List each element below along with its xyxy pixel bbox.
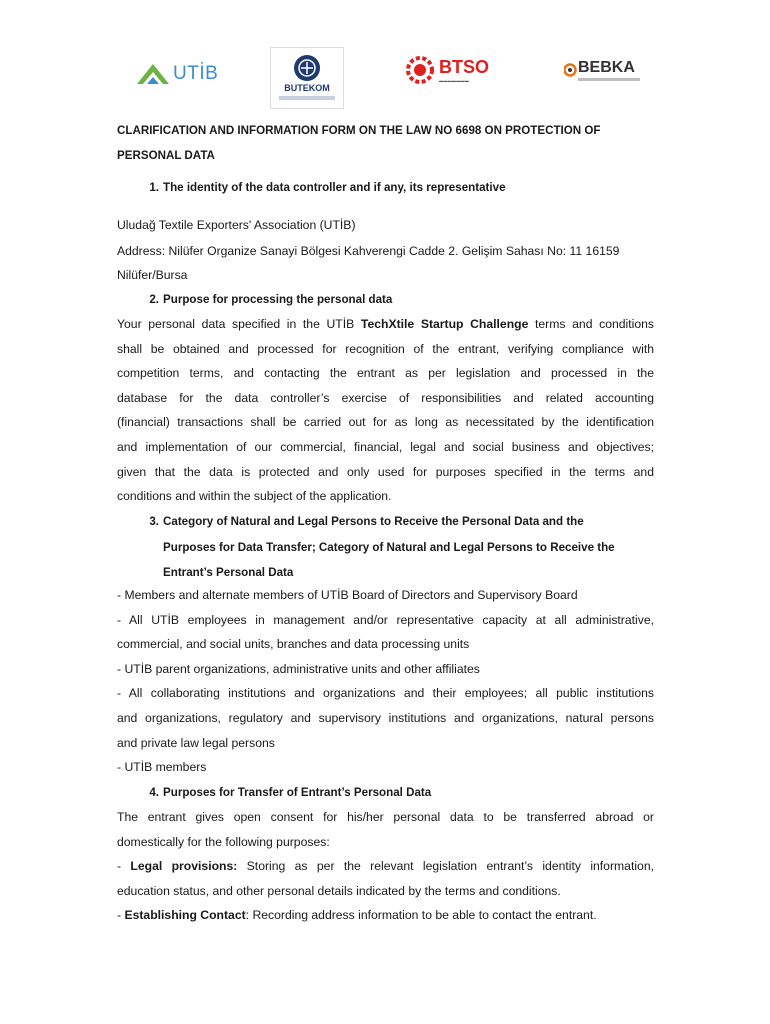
address-line-2: Nilüfer/Bursa (117, 268, 188, 283)
recipient-item-4-line-1: - All collaborating institutions and organizations and their employees; all public institutions (117, 686, 654, 701)
legal-provisions-line-1 (117, 854, 654, 879)
legal-provisions-dash: - (117, 859, 131, 874)
section-4-number: 4. (149, 786, 159, 799)
section-2-number: 2. (149, 293, 159, 306)
bebka-logo-text: BEBKA (578, 59, 635, 76)
section-2-heading-text: Purpose for processing the personal data (163, 293, 393, 306)
butekom-tagline (279, 96, 335, 100)
legal-provisions-text: Storing as per the relevant legislation entrant’s identity information, (237, 859, 654, 874)
btso-tagline: ▬▬▬▬▬▬▬ (439, 78, 470, 83)
section-4-body (117, 805, 654, 928)
section-1-heading (149, 175, 506, 200)
recipient-item-2-line-2: commercial, and social units, branches and data processing units (117, 637, 470, 652)
recipient-item-1: - Members and alternate members of UTİB Board of Directors and Supervisory Board (117, 588, 578, 602)
section-2-line-1 (117, 312, 654, 337)
section-2-line-4: database for the data controller’s exercise of responsibilities and related accounting (117, 390, 654, 405)
legal-provisions-label: Legal provisions: (130, 859, 238, 874)
section-2-line-1-end: terms and conditions (528, 317, 654, 331)
section-2-line-5: (financial) transactions shall be carried out for as long as necessitated by the identification (117, 415, 654, 430)
data-controller-name: Uludağ Textile Exporters' Association (UTİB) (117, 218, 356, 232)
utib-mountain-icon (135, 60, 171, 88)
section-2-line-3: competition terms, and contacting the entrant as per legislation and processed in the (117, 366, 654, 381)
bebka-logo (564, 58, 646, 86)
title-line-2: PERSONAL DATA (117, 149, 215, 162)
establishing-contact-label: Establishing Contact (124, 908, 246, 923)
section-4-heading (149, 780, 432, 805)
section-4-intro-line-1: The entrant gives open consent for his/her personal data to be transferred abroad or (117, 810, 654, 824)
section-2-body (117, 312, 654, 509)
recipient-item-2-line-1: - All UTİB employees in management and/or representative capacity at all administrative, (117, 612, 654, 627)
btso-gear-icon (405, 55, 435, 85)
section-2-line-2: shall be obtained and processed for recognition of the entrant, verifying compliance with (117, 341, 654, 356)
utib-logo (135, 58, 225, 90)
section-1-body (117, 213, 654, 288)
section-1-number: 1. (149, 181, 159, 194)
challenge-name: TechXtile Startup Challenge (360, 317, 529, 331)
section-3-body (117, 583, 654, 780)
butekom-emblem-icon (293, 54, 321, 82)
utib-logo-text: UTİB (173, 63, 219, 84)
section-4-heading-text: Purposes for Transfer of Entrant’s Personal Data (163, 786, 432, 799)
section-3-heading-line-3: Entrant’s Personal Data (163, 565, 294, 579)
section-3-heading-line-1: Category of Natural and Legal Persons to Receive the Personal Data and the (163, 515, 584, 528)
establishing-contact-text: : Recording address information to be able to contact the entrant. (245, 908, 597, 923)
bebka-tagline (578, 78, 640, 81)
butekom-logo (270, 47, 344, 109)
section-3-heading-line-2: Purposes for Data Transfer; Category of Natural and Legal Persons to Receive the (163, 540, 615, 554)
section-2-heading (149, 287, 393, 312)
document-title (117, 118, 654, 168)
title-line-1: CLARIFICATION AND INFORMATION FORM ON THE LAW NO 6698 ON PROTECTION OF (117, 124, 601, 137)
recipient-item-3: - UTİB parent organizations, administrative units and other affiliates (117, 661, 480, 676)
section-2-line-1-start: Your personal data specified in the UTİB (117, 317, 361, 331)
section-2-line-8: conditions and within the subject of the application. (117, 489, 392, 504)
section-2-line-6: and implementation of our commercial, financial, legal and social business and objectives; (117, 439, 654, 454)
establishing-contact-dash: - (117, 908, 125, 923)
section-2-line-7: given that the data is protected and only used for purposes specified in the terms and (117, 464, 654, 479)
section-4-intro-line-2: domestically for the following purposes: (117, 834, 330, 849)
btso-logo (405, 55, 510, 87)
recipient-item-4-line-2: and organizations, regulatory and supervisory institutions and organizations, natural persons (117, 710, 654, 725)
butekom-logo-text: BUTEKOM (284, 83, 330, 93)
bebka-mark-icon (564, 61, 578, 77)
address-line-1: Address: Nilüfer Organize Sanayi Bölgesi Kahverengi Cadde 2. Gelişim Sahası No: 11 16159 (117, 243, 620, 258)
btso-logo-text: BTSO (439, 57, 490, 77)
legal-provisions-line-2: education status, and other personal details indicated by the terms and conditions. (117, 883, 561, 898)
recipient-item-5: - UTİB members (117, 760, 207, 775)
section-1-heading-text: The identity of the data controller and if any, its representative (163, 181, 506, 194)
section-3-heading (149, 509, 654, 585)
recipient-item-4-line-3: and private law legal persons (117, 735, 275, 750)
section-3-number: 3. (149, 515, 159, 528)
establishing-contact-line (117, 903, 654, 928)
